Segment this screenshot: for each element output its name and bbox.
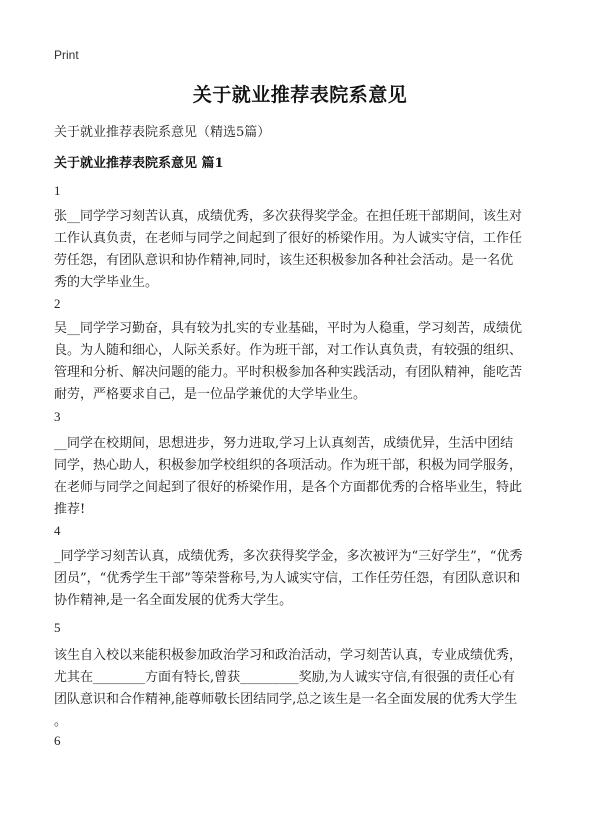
entry-line: 秀的大学毕业生。 — [54, 275, 159, 290]
entry-line: 推荐! — [54, 502, 86, 517]
entry-line: 协作精神,是一名全面发展的优秀大学生。 — [54, 593, 293, 608]
section-heading: 关于就业推荐表院系意见 篇1 — [54, 156, 224, 171]
entry-line: 尤其在________方面有特长,曾获_________奖励,为人诚实守信,有很强的责任心有 — [54, 670, 515, 685]
entry-text-4 — [54, 546, 550, 612]
entry-line: 劳任怨，有团队意识和协作精神,同时，该生还积极参加各种社会活动。是一名优 — [54, 253, 514, 268]
entry-number-1: 1 — [54, 183, 61, 198]
entry-line: 工作认真负责，在老师与同学之间起到了很好的桥梁作用。为人诚实守信，工作任 — [54, 231, 523, 246]
print-label[interactable]: Print — [54, 48, 79, 62]
entry-text-1 — [54, 206, 550, 294]
entry-line: 在老师与同学之间起到了很好的桥梁作用，是各个方面都优秀的合格毕业生，特此 — [54, 480, 523, 495]
entry-text-5 — [54, 645, 550, 733]
entry-line: 管理和分析、解决问题的能力。平时积极参加各种实践活动，有团队精神，能吃苦 — [54, 365, 523, 380]
entry-text-3 — [54, 433, 550, 521]
entry-number-6: 6 — [54, 733, 61, 748]
entry-line: 团员”，“优秀学生干部”等荣誉称号,为人诚实守信，工作任劳任怨，有团队意识和 — [54, 571, 521, 586]
entry-line: 团队意识和合作精神,能尊师敬长团结同学,总之该生是一名全面发展的优秀大学生 — [54, 692, 518, 707]
entry-line: 该生自入校以来能积极参加政治学习和政治活动，学习刻苦认真，专业成绩优秀， — [54, 648, 523, 663]
document-title: 关于就业推荐表院系意见 — [192, 84, 408, 106]
entry-line: 耐劳，严格要求自己，是一位品学兼优的大学毕业生。 — [54, 387, 367, 402]
entry-number-4: 4 — [54, 523, 61, 538]
entry-text-2 — [54, 318, 550, 406]
entry-number-5: 5 — [54, 620, 61, 635]
entry-line: 同学，热心助人，积极参加学校组织的各项活动。作为班干部，积极为同学服务， — [54, 458, 523, 473]
entry-number-3: 3 — [54, 409, 61, 424]
entry-line: 吴__同学学习勤奋，具有较为扎实的专业基础，平时为人稳重，学习刻苦，成绩优 — [54, 321, 523, 336]
entry-line: 张__同学学习刻苦认真，成绩优秀，多次获得奖学金。在担任班干部期间，该生对 — [54, 209, 523, 224]
entry-line: 良。为人随和细心，人际关系好。作为班干部，对工作认真负责，有较强的组织、 — [54, 343, 523, 358]
entry-line: 。 — [54, 714, 68, 729]
entry-line: __同学在校期间，思想进步，努力进取,学习上认真刻苦，成绩优异，生活中团结 — [54, 436, 514, 451]
document-subtitle: 关于就业推荐表院系意见（精选5篇） — [54, 125, 271, 140]
entry-number-2: 2 — [54, 296, 61, 311]
entry-line: _同学学习刻苦认真，成绩优秀，多次获得奖学金，多次被评为“三好学生”，“优秀 — [54, 549, 523, 564]
